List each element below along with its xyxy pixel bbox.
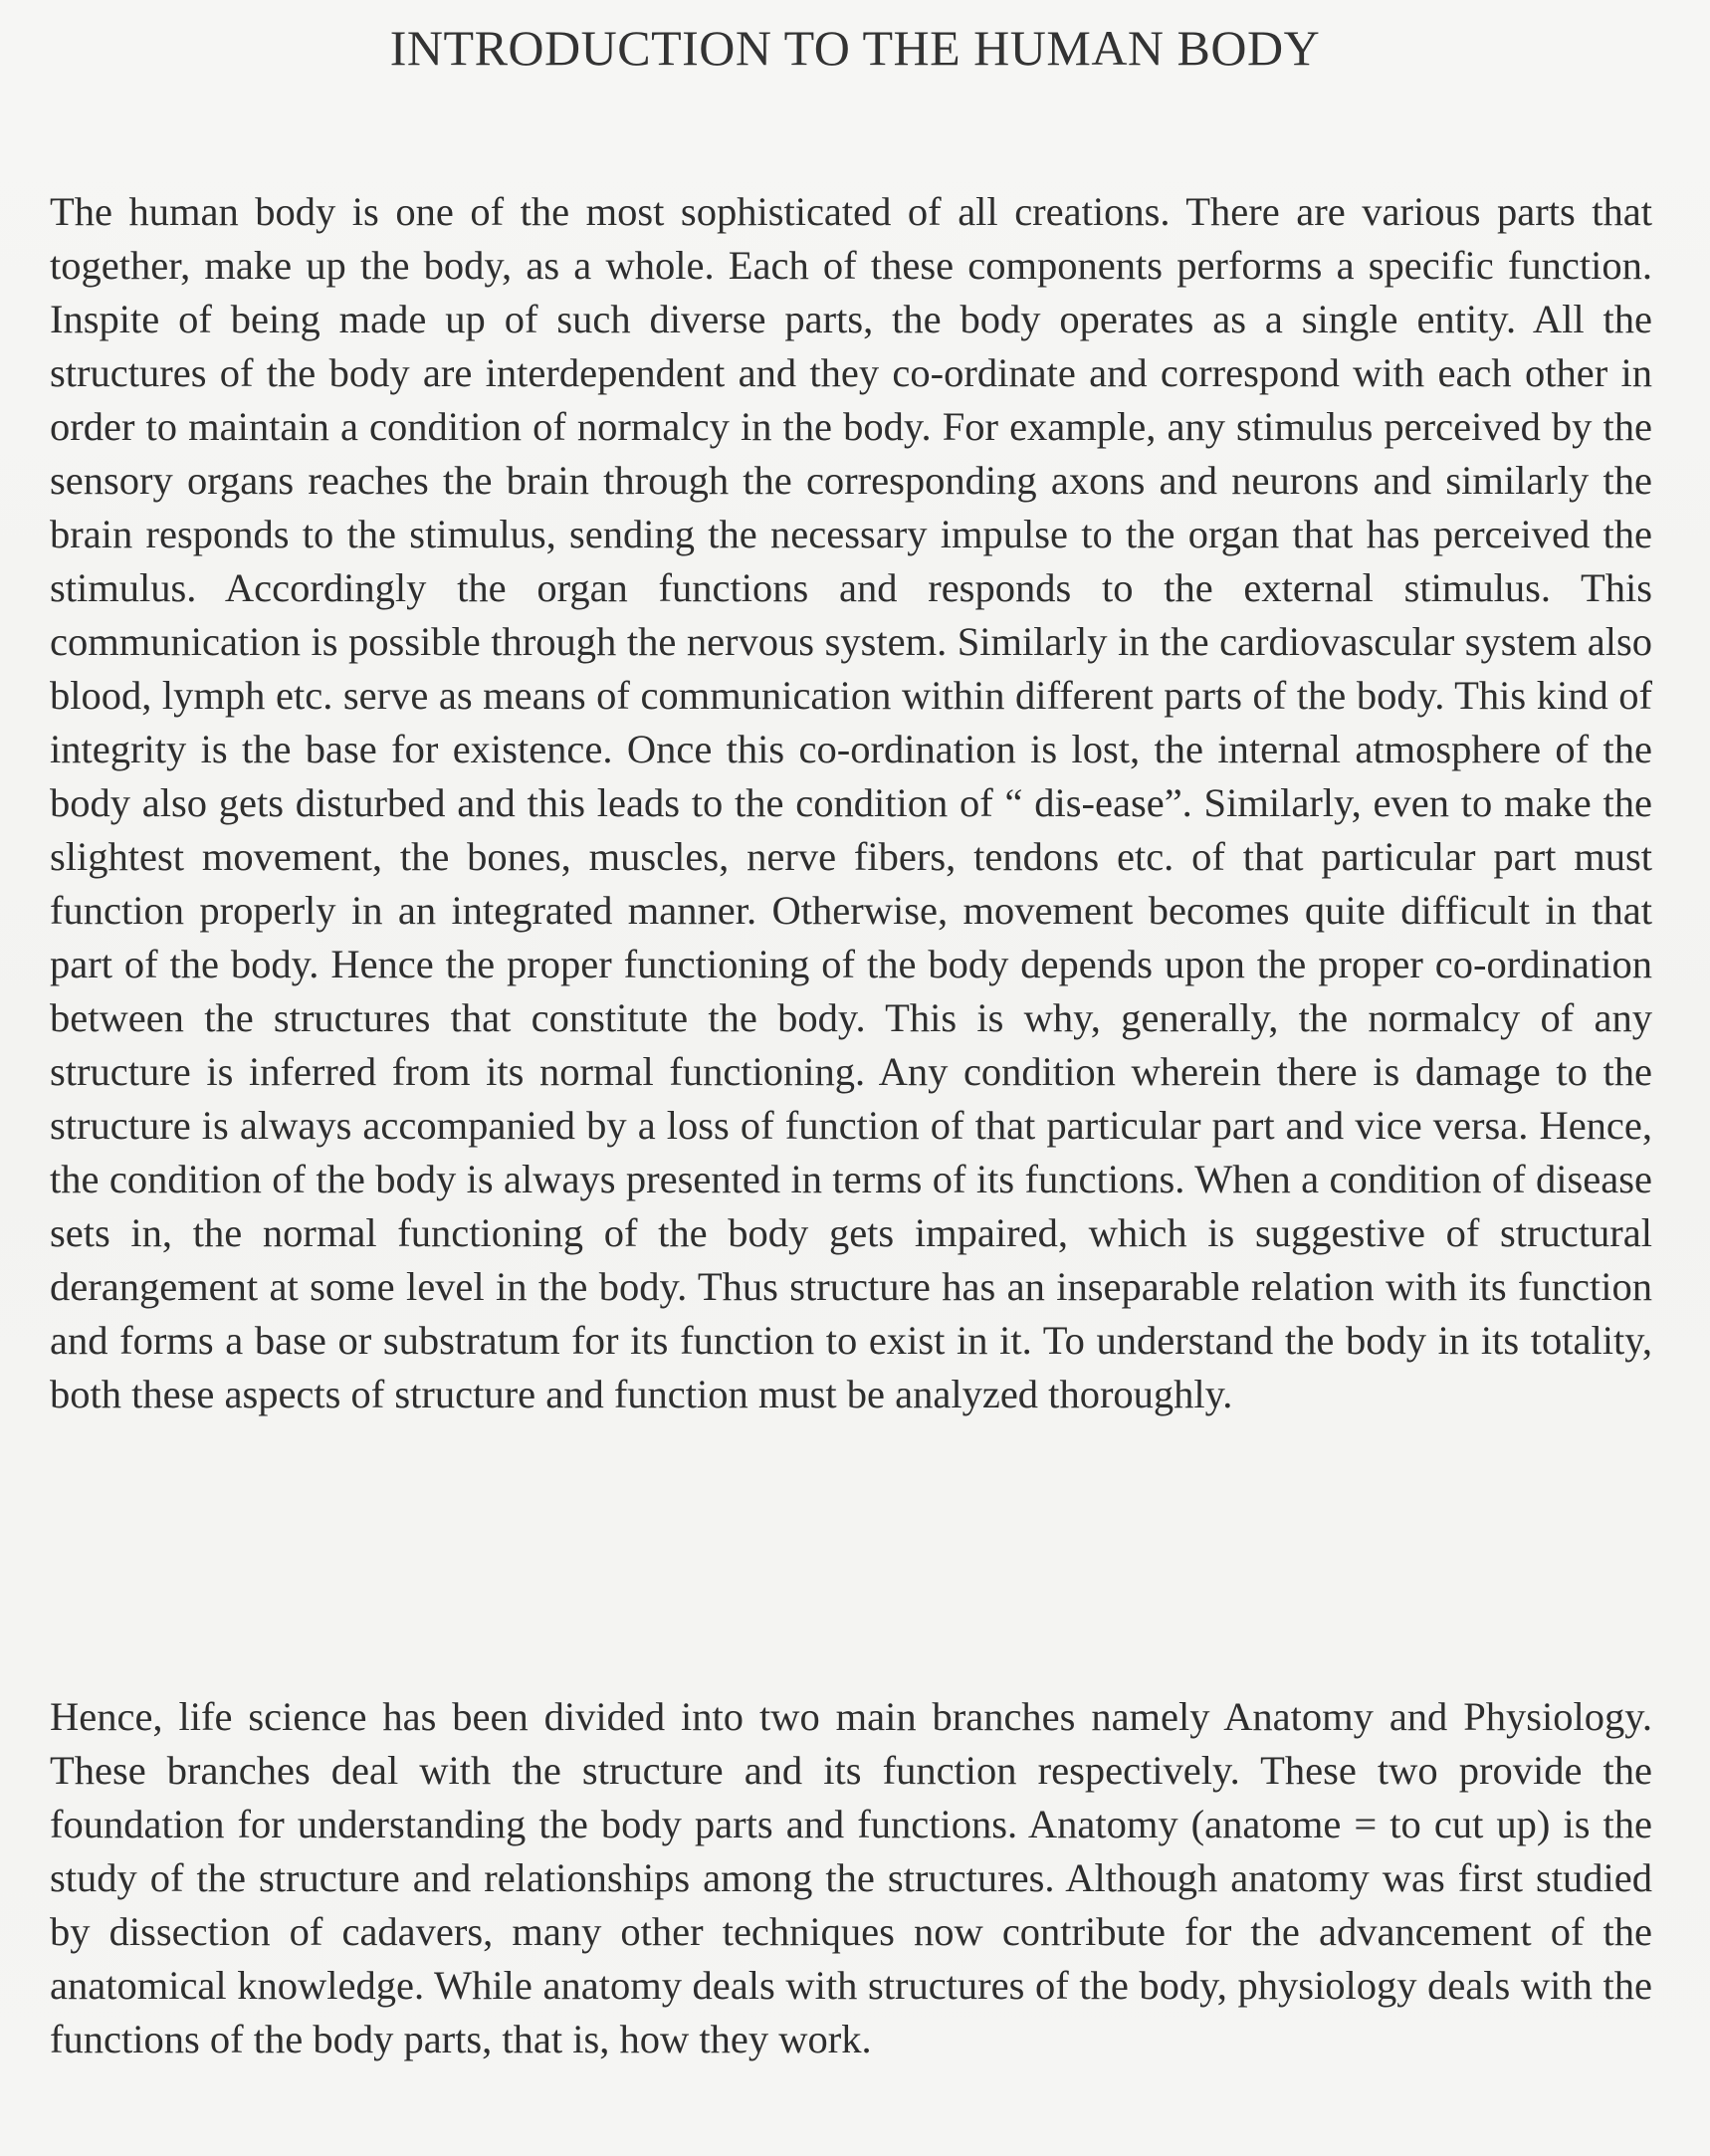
page-title: INTRODUCTION TO THE HUMAN BODY bbox=[389, 20, 1321, 76]
body-paragraph: The human body is one of the most sophisticated of all creations. There are various parts that together, make up the body, as a whole. Each of these components performs a specific function. Inspite of being made up of such diverse parts, the body operates as a single entity. All the structures of the body are interdependent and they co-ordinate and correspond with each other in order to maintain a condition of normalcy in the body. For example, any stimulus perceived by the sensory organs reaches the brain through the corresponding axons and neurons and similarly the brain responds to the stimulus, sending the necessary impulse to the organ that has perceived the stimulus. Accordingly the organ functions and responds to the external stimulus. This communication is possible through the nervous system. Similarly in the cardiovascular system also blood, lymph etc. serve as means of communication within different parts of the body. This kind of integrity is the base for existence. Once this co-ordination is lost, the internal atmosphere of the body also gets disturbed and this leads to the condition of “ dis-ease”. Similarly, even to make the slightest movement, the bones, muscles, nerve fibers, tendons etc. of that particular part must function properly in an integrated manner. Otherwise, movement becomes quite difficult in that part of the body. Hence the proper functioning of the body depends upon the proper co-ordination between the structures that constitute the body. This is why, generally, the normalcy of any structure is inferred from its normal functioning. Any condition wherein there is damage to the structure is always accompanied by a loss of function of that particular part and vice versa. Hence, the condition of the body is always presented in terms of its functions. When a condition of disease sets in, the normal functioning of the body gets impaired, which is suggestive of structural derangement at some level in the body. Thus structure has an inseparable relation with its function and forms a base or substratum for its function to exist in it. To understand the body in its totality, both these aspects of structure and function must be analyzed thoroughly. bbox=[50, 189, 1652, 1416]
body-paragraph: Hence, life science has been divided into two main branches namely Anatomy and Physiology. These branches deal with the structure and its function respectively. These two provide the foundation for understanding the body parts and functions. Anatomy (anatome = to cut up) is the study of the structure and relationships among the structures. Although anatomy was first studied by dissection of cadavers, many other techniques now contribute for the advancement of the anatomical knowledge. While anatomy deals with structures of the body, physiology deals with the functions of the body parts, that is, how they work. bbox=[50, 1694, 1652, 2061]
